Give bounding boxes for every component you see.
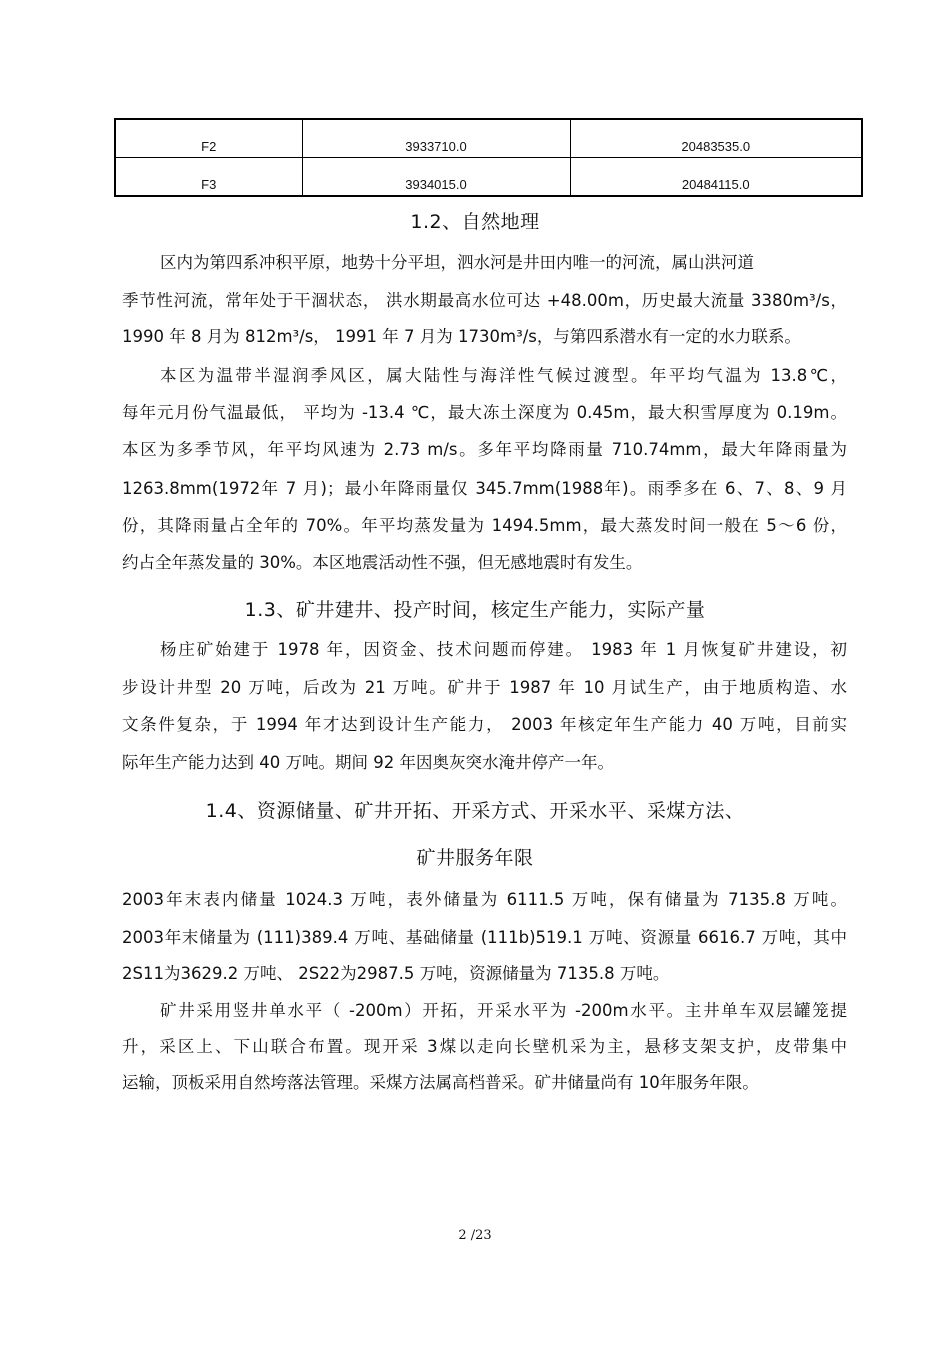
coordinate-table [114, 118, 863, 197]
paragraph-line: 升，采区上、下山联合布置。现开采 3煤以走向长壁机采为主，悬移支架支护，皮带集中 [122, 1037, 847, 1056]
paragraph-line: 2S11为3629.2 万吨、 2S22为2987.5 万吨，资源储量为 7135.8 万吨。 [122, 964, 670, 983]
paragraph-line: 每年元月份气温最低， 平均为 -13.4 ℃，最大冻土深度为 0.45m，最大积雪厚度为 0.19m。 [122, 403, 847, 422]
paragraph-line: 份，其降雨量占全年的 70%。年平均蒸发量为 1494.5mm，最大蒸发时间一般在 5～6 份， [122, 516, 847, 535]
page-number [0, 1228, 950, 1243]
x-cell: 3933710.0 [302, 119, 570, 158]
table-row [115, 158, 862, 197]
point-cell: F2 [115, 119, 302, 158]
table-row [115, 119, 862, 158]
paragraph-line: 运输，顶板采用自然垮落法管理。采煤方法属高档普采。矿井储量尚有 10年服务年限。 [122, 1073, 759, 1092]
paragraph-line: 步设计井型 20 万吨，后改为 21 万吨。矿井于 1987 年 10 月试生产，由于地质构造、水 [122, 678, 847, 697]
y-cell: 20484115.0 [570, 158, 862, 197]
paragraph-line: 1990 年 8 月为 812m³/s， 1991 年 7 月为 1730m³/s，与第四系潜水有一定的水力联系。 [122, 327, 801, 346]
paragraph-line: 季节性河流，常年处于干涸状态， 洪水期最高水位可达 +48.00m，历史最大流量 3380m³/s， [122, 291, 848, 310]
section-heading-1-2: 1.2、自然地理 [410, 211, 540, 233]
paragraph-line: 2003年末表内储量 1024.3 万吨，表外储量为 6111.5 万吨，保有储量为 7135.8 万吨。 [122, 890, 847, 909]
paragraph-line: 2003年末储量为 (111)389.4 万吨、基础储量 (111b)519.1 万吨、资源量 6616.7 万吨，其中 [122, 928, 847, 947]
point-cell: F3 [115, 158, 302, 197]
current-page: 2 [458, 1228, 467, 1243]
paragraph-line: 约占全年蒸发量的 30%。本区地震活动性不强，但无感地震时有发生。 [122, 553, 643, 572]
paragraph-line: 区内为第四系冲积平原，地势十分平坦，泗水河是井田内唯一的河流，属山洪河道 [160, 253, 754, 272]
x-cell: 3934015.0 [302, 158, 570, 197]
paragraph-line: 本区为温带半湿润季风区，属大陆性与海洋性气候过渡型。年平均气温为 13.8℃， [160, 366, 847, 385]
paragraph-line: 文条件复杂，于 1994 年才达到设计生产能力， 2003 年核定年生产能力 40 万吨，目前实 [122, 715, 847, 734]
page-separator: / [470, 1228, 476, 1243]
section-heading-1-4: 1.4、资源储量、矿井开拓、开采方式、开采水平、采煤方法、 [205, 800, 745, 822]
y-cell: 20483535.0 [570, 119, 862, 158]
paragraph-line: 际年生产能力达到 40 万吨。期间 92 年因奥灰突水淹井停产一年。 [122, 753, 614, 772]
paragraph-line: 矿井采用竖井单水平（ -200m）开拓，开采水平为 -200m水平。主井单车双层罐笼提 [160, 1001, 847, 1020]
section-heading-1-4-cont: 矿井服务年限 [416, 847, 534, 869]
paragraph-line: 杨庄矿始建于 1978 年，因资金、技术问题而停建。 1983 年 1 月恢复矿井建设，初 [160, 640, 847, 659]
total-pages: 23 [475, 1228, 492, 1243]
paragraph-line: 1263.8mm(1972年 7 月)；最小年降雨量仅 345.7mm(1988年)。雨季多在 6、7、8、9 月 [122, 479, 847, 498]
section-heading-1-3: 1.3、矿井建井、投产时间，核定生产能力，实际产量 [244, 599, 706, 621]
paragraph-line: 本区为多季节风，年平均风速为 2.73 m/s。多年平均降雨量 710.74mm，最大年降雨量为 [122, 440, 847, 459]
